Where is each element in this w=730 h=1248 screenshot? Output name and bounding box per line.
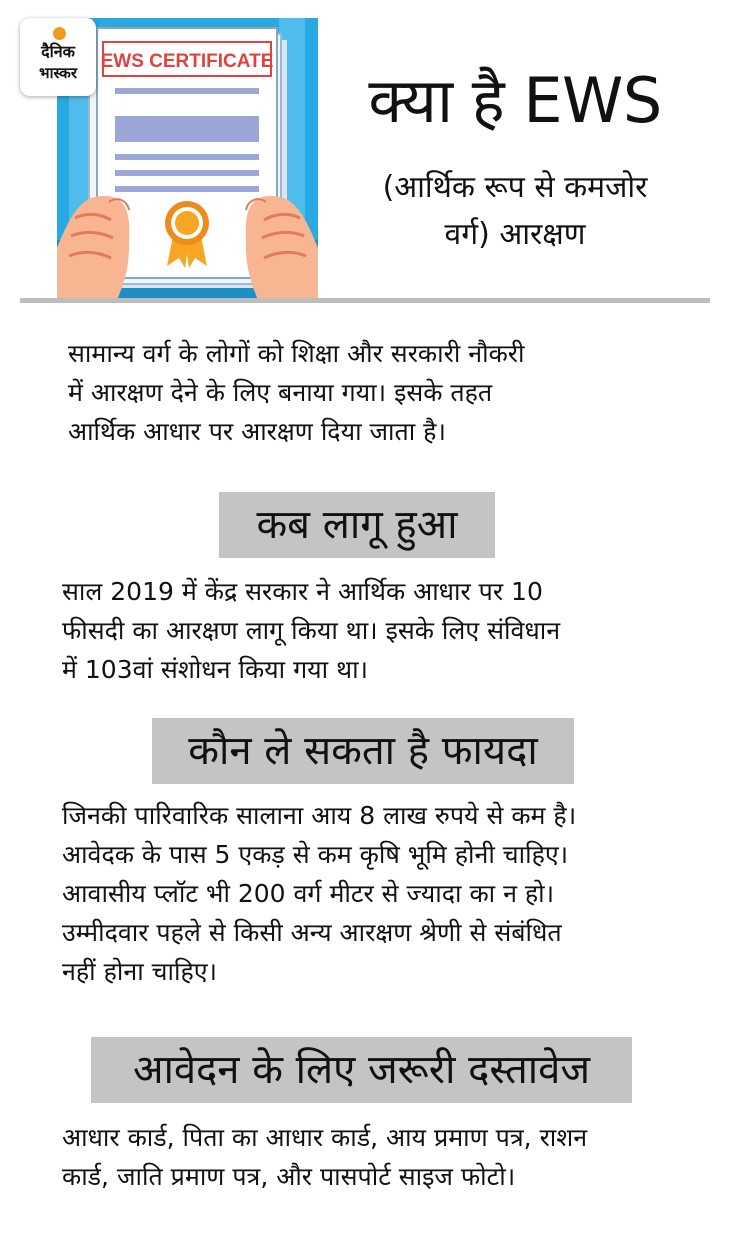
paragraph-line: आधार कार्ड, पिता का आधार कार्ड, आय प्रमाण पत्र, राशन xyxy=(62,1123,588,1152)
paragraph-line: नहीं होना चाहिए। xyxy=(62,957,218,986)
section-paragraph-eligibility xyxy=(62,796,576,991)
subtitle-line: (आर्थिक रूप से कमजोर xyxy=(382,170,648,205)
dainik-bhaskar-logo xyxy=(20,18,96,96)
paragraph-line: में 103वां संशोधन किया गया था। xyxy=(62,655,369,684)
section-heading-when: कब लागू हुआ xyxy=(219,492,495,558)
paragraph-line: फीसदी का आरक्षण लागू किया था। इसके लिए संविधान xyxy=(62,616,561,645)
intro-paragraph xyxy=(68,334,525,451)
paragraph-line: साल 2019 में केंद्र सरकार ने आर्थिक आधार पर 10 xyxy=(62,577,543,606)
paragraph-line: आर्थिक आधार पर आरक्षण दिया जाता है। xyxy=(68,417,446,446)
paragraph-line: कार्ड, जाति प्रमाण पत्र, और पासपोर्ट साइज फोटो। xyxy=(62,1162,516,1191)
paragraph-line: आवेदक के पास 5 एकड़ से कम कृषि भूमि होनी चाहिए। xyxy=(62,840,569,869)
section-paragraph-documents xyxy=(62,1118,587,1196)
section-paragraph-when xyxy=(62,572,560,689)
paragraph-line: आवासीय प्लॉट भी 200 वर्ग मीटर से ज्यादा का न हो। xyxy=(62,879,555,908)
subtitle-line: वर्ग) आरक्षण xyxy=(444,217,586,252)
certificate-label: EWS CERTIFICATE xyxy=(100,51,274,72)
logo-line-1: दैनिक xyxy=(41,42,75,61)
page-title: क्या है EWS xyxy=(368,64,662,137)
paragraph-line: सामान्य वर्ग के लोगों को शिक्षा और सरकारी नौकरी xyxy=(68,339,525,368)
ews-certificate-illustration xyxy=(57,18,318,300)
paragraph-line: जिनकी पारिवारिक सालाना आय 8 लाख रुपये से कम है। xyxy=(62,801,577,830)
paragraph-line: में आरक्षण देने के लिए बनाया गया। इसके तहत xyxy=(68,378,493,407)
logo-line-2: भास्कर xyxy=(39,64,77,82)
sun-icon xyxy=(53,27,66,40)
header-divider xyxy=(20,298,710,303)
section-heading-eligibility: कौन ले सकता है फायदा xyxy=(152,718,574,784)
paragraph-line: उम्मीदवार पहले से किसी अन्य आरक्षण श्रेणी से संबंधित xyxy=(62,918,562,947)
page-subtitle xyxy=(340,164,690,258)
section-heading-documents: आवेदन के लिए जरूरी दस्तावेज xyxy=(91,1037,632,1103)
